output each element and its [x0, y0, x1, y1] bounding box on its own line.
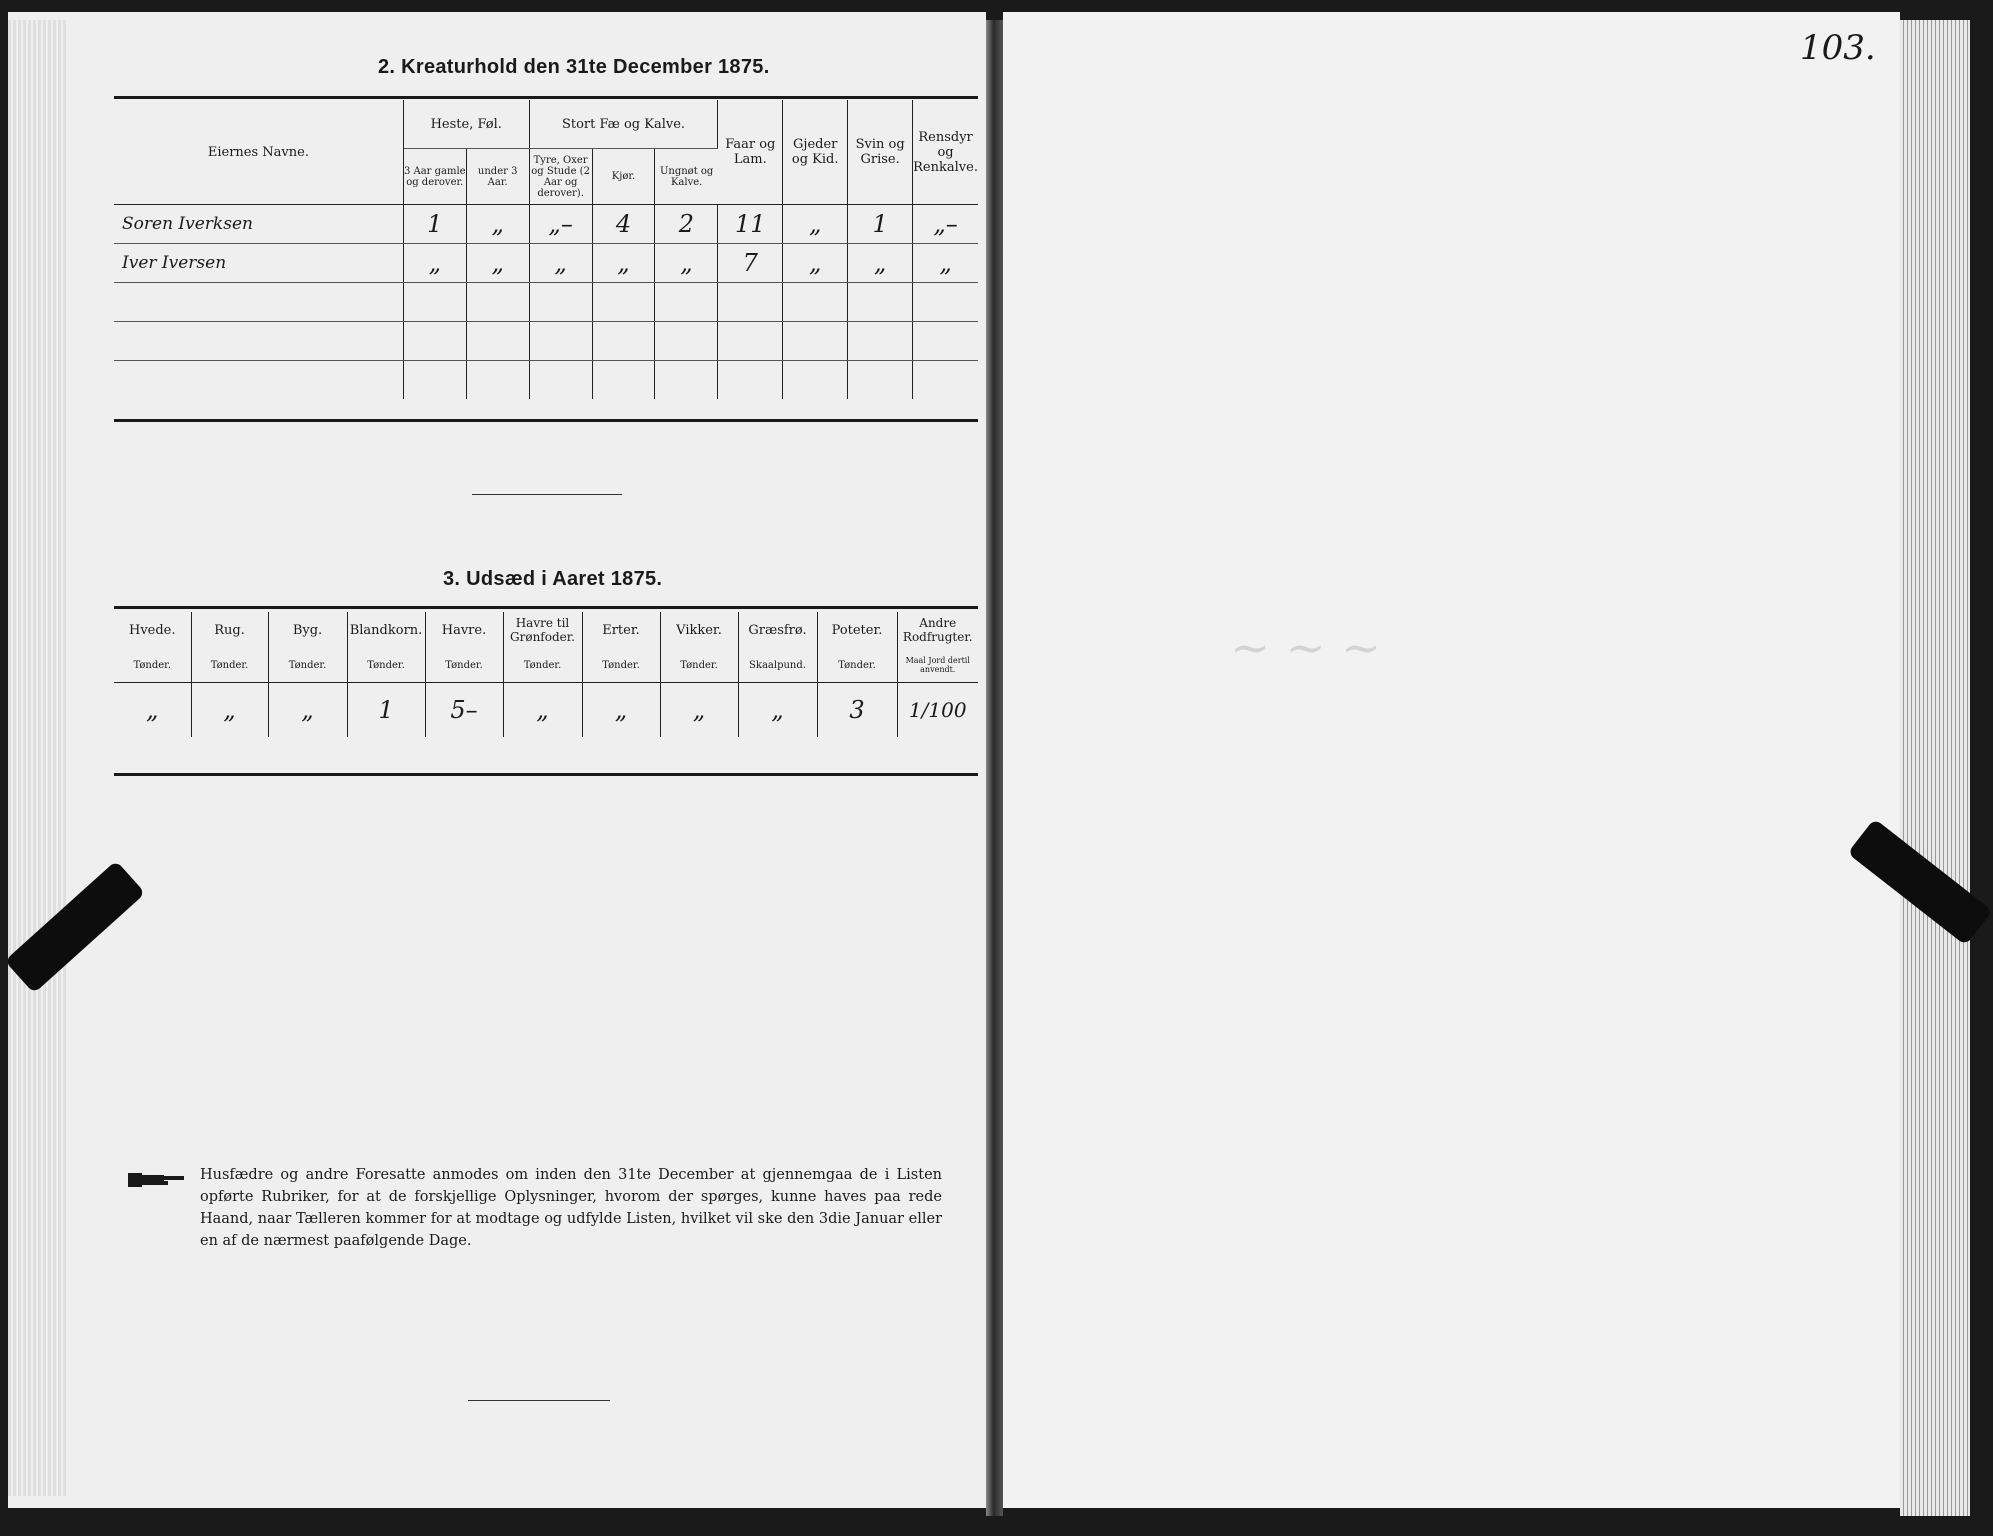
owner-name [114, 283, 403, 322]
left-page-edge [8, 20, 68, 1496]
cell [403, 283, 466, 322]
cell [592, 322, 655, 361]
pigs-header: Svin og Grise. [848, 100, 913, 205]
cell [913, 322, 978, 361]
seed-unit: Maal Jord dertil anvendt. [897, 648, 978, 683]
cell [783, 283, 848, 322]
seed-value: „ [738, 683, 817, 738]
cell: „ [913, 244, 978, 283]
cell [718, 361, 783, 400]
table-row [114, 244, 978, 283]
cell [848, 361, 913, 400]
cell: „ [783, 205, 848, 244]
cell: „ [466, 244, 529, 283]
cell: „ [783, 244, 848, 283]
seed-unit: Tønder. [114, 648, 191, 683]
seed-value: 1/100 [908, 698, 967, 722]
seed-value: „ [114, 683, 191, 738]
cell: 7 [718, 244, 783, 283]
seed-value: 3 [817, 683, 897, 738]
seed-header: Hvede. [114, 612, 191, 648]
separator [472, 494, 622, 495]
seed-header: Blandkorn. [347, 612, 425, 648]
owner-name: Iver Iversen [114, 244, 403, 283]
cell [848, 322, 913, 361]
seed-table [114, 612, 978, 737]
cell: „ [848, 244, 913, 283]
pointing-hand-icon [128, 1170, 186, 1190]
section3-top-rule [114, 606, 978, 609]
seed-header: Græsfrø. [738, 612, 817, 648]
right-page [1003, 12, 1900, 1508]
cattle-header: Stort Fæ og Kalve. [529, 100, 718, 149]
cell [529, 361, 592, 400]
horses-young-header: under 3 Aar. [466, 149, 529, 205]
cell [529, 283, 592, 322]
goats-header: Gjeder og Kid. [783, 100, 848, 205]
owner-header: Eiernes Navne. [114, 100, 403, 205]
seed-value: „ [191, 683, 268, 738]
section3-title: 3. Udsæd i Aaret 1875. [443, 568, 663, 590]
cell [913, 361, 978, 400]
section3-bottom-rule [114, 773, 978, 776]
cell: „ [466, 205, 529, 244]
seed-header: Byg. [268, 612, 347, 648]
cell [718, 283, 783, 322]
cell [655, 361, 718, 400]
owner-name: Soren Iverksen [114, 205, 403, 244]
seed-header: Havre til Grønfoder. [503, 612, 582, 648]
section2-title: 2. Kreaturhold den 31te December 1875. [378, 56, 770, 78]
table-row [114, 205, 978, 244]
seed-unit: Tønder. [347, 648, 425, 683]
seed-unit: Skaalpund. [738, 648, 817, 683]
cell [718, 322, 783, 361]
cell [913, 283, 978, 322]
seed-unit: Tønder. [425, 648, 503, 683]
cell: „– [529, 205, 592, 244]
seed-value: „ [660, 683, 738, 738]
cell [466, 322, 529, 361]
cell: 1 [403, 205, 466, 244]
page-number: 103. [1800, 28, 1876, 68]
cell: 11 [718, 205, 783, 244]
cell [466, 361, 529, 400]
seed-unit: Tønder. [817, 648, 897, 683]
cell [655, 283, 718, 322]
seed-unit: Tønder. [268, 648, 347, 683]
seed-header: Andre Rodfrugter. [902, 616, 973, 644]
sheep-header: Faar og Lam. [718, 100, 783, 205]
seed-header: Vikker. [660, 612, 738, 648]
seed-value: „ [268, 683, 347, 738]
cell [783, 361, 848, 400]
section2-bottom-rule [114, 419, 978, 422]
seed-value: „ [582, 683, 660, 738]
page-stack-edge [1900, 20, 1970, 1516]
cell: „ [529, 244, 592, 283]
cell [655, 322, 718, 361]
seed-header: Poteter. [817, 612, 897, 648]
bleed-through-text: ~ ~ ~ [1230, 620, 1382, 676]
seed-header: Erter. [582, 612, 660, 648]
cell: „– [913, 205, 978, 244]
reindeer-header: Rensdyr og Renkalve. [913, 100, 978, 205]
horses-header: Heste, Føl. [403, 100, 529, 149]
horses-old-header: 3 Aar gamle og derover. [403, 149, 466, 205]
book-gutter [986, 20, 1003, 1516]
table-row [114, 361, 978, 400]
cows-header: Kjør. [592, 149, 655, 205]
cell [783, 322, 848, 361]
cell [403, 322, 466, 361]
cell [403, 361, 466, 400]
young-cattle-header: Ungnøt og Kalve. [655, 149, 718, 205]
cell [466, 283, 529, 322]
cell [592, 283, 655, 322]
separator [468, 1400, 610, 1401]
cell [848, 283, 913, 322]
seed-value: 5– [425, 683, 503, 738]
seed-unit: Tønder. [191, 648, 268, 683]
bulls-header: Tyre, Oxer og Stude (2 Aar og derover). [529, 149, 592, 205]
seed-value: „ [503, 683, 582, 738]
cell: 1 [848, 205, 913, 244]
cell: 2 [655, 205, 718, 244]
cell [529, 322, 592, 361]
seed-header: Havre. [425, 612, 503, 648]
section2-top-rule [114, 96, 978, 99]
seed-unit: Tønder. [582, 648, 660, 683]
seed-unit: Tønder. [503, 648, 582, 683]
table-row [114, 283, 978, 322]
cell: 4 [592, 205, 655, 244]
cell: „ [592, 244, 655, 283]
owner-name [114, 361, 403, 400]
cell: „ [403, 244, 466, 283]
seed-value: 1 [347, 683, 425, 738]
livestock-table [114, 100, 978, 399]
table-row [114, 322, 978, 361]
cell [592, 361, 655, 400]
seed-header: Rug. [191, 612, 268, 648]
cell: „ [655, 244, 718, 283]
owner-name [114, 322, 403, 361]
notice-text: Husfædre og andre Foresatte anmodes om inden den 31te December at gjennemgaa de i Listen opførte Rubriker, for at de forskjellige Oplysninger, hvorom der spørges, kunne haves paa rede Haand, naar Tælleren kommer for at modtage og udfylde Listen, hvilket vil ske den 3die Januar eller en af de nærmest paafølgende Dage. [200, 1167, 942, 1249]
seed-unit: Tønder. [660, 648, 738, 683]
